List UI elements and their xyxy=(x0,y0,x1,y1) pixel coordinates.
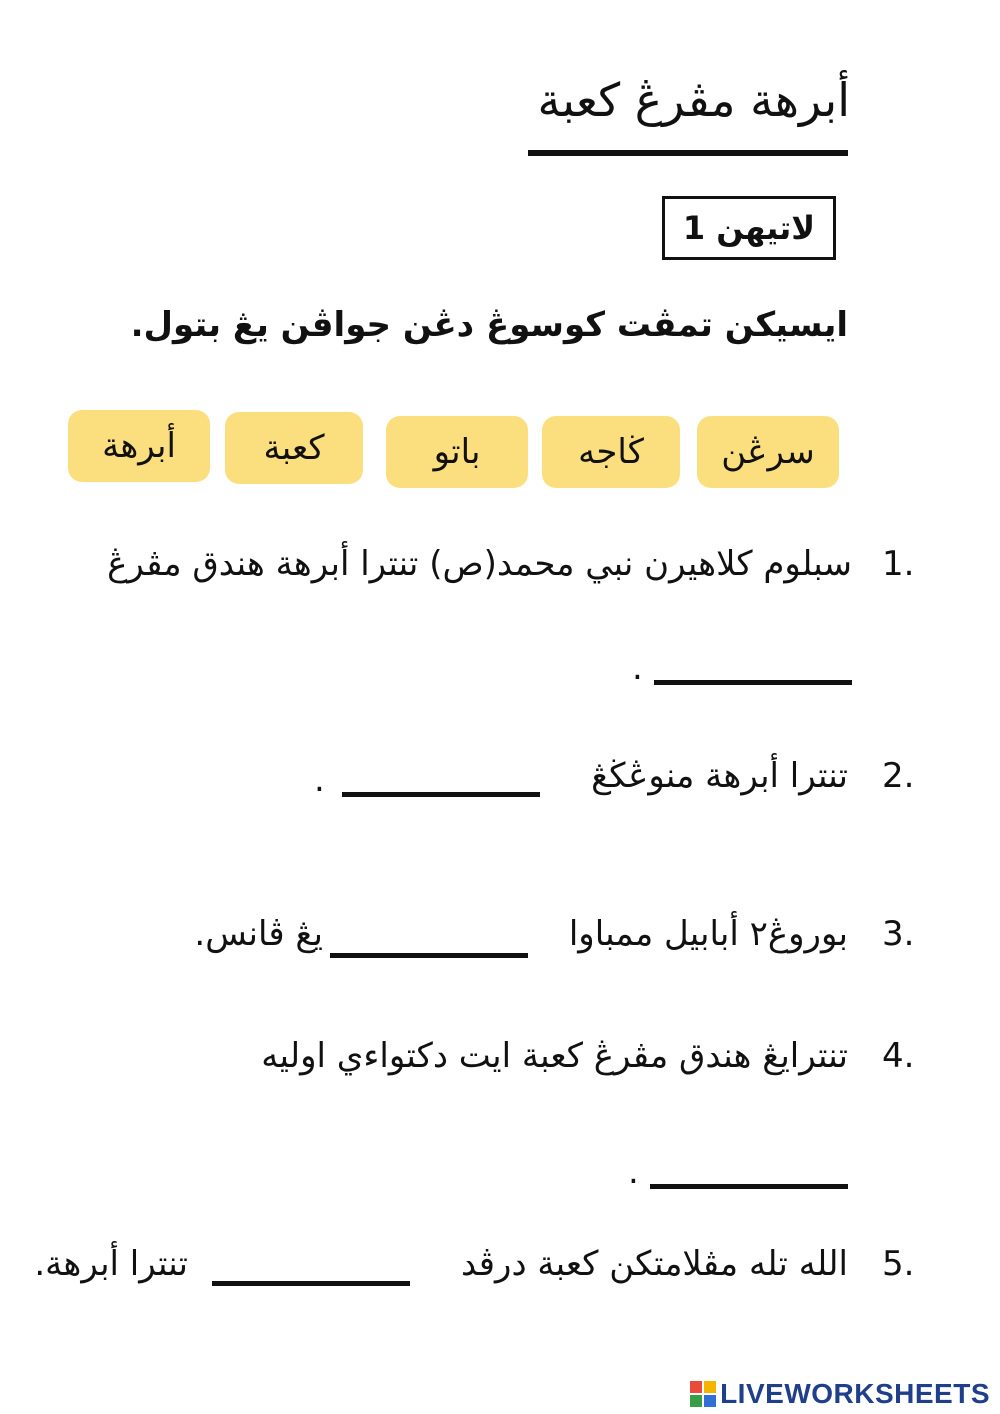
answer-blank[interactable] xyxy=(330,953,528,958)
question-number: 4. xyxy=(882,1036,915,1076)
question-text: الله تله مڤلامتكن كعبة درڤد xyxy=(460,1244,848,1284)
liveworksheets-logo xyxy=(690,1378,990,1410)
question-text: بوروڠ٢ أبابيل ممباوا xyxy=(568,914,848,954)
question-text: سبلوم كلاهيرن نبي محمد(ص) تنترا أبرهة هندق مڤرڠ xyxy=(107,544,852,584)
question-end-text: . xyxy=(632,648,643,688)
question-number: 2. xyxy=(882,756,915,796)
question-text: تنترا أبرهة منوڠڬڠ xyxy=(591,756,848,796)
answer-blank[interactable] xyxy=(342,792,540,797)
logo-square xyxy=(690,1395,702,1407)
word-chip-kaabah[interactable]: كعبة xyxy=(225,412,363,484)
question-number: 3. xyxy=(882,914,915,954)
question-end-text: . xyxy=(628,1152,639,1192)
answer-blank[interactable] xyxy=(212,1281,410,1286)
logo-icon xyxy=(690,1381,716,1407)
word-chip-gajah[interactable]: ڬاجه xyxy=(542,416,680,488)
word-chip-seragan[interactable]: سرڠن xyxy=(697,416,839,488)
logo-text: LIVEWORKSHEETS xyxy=(720,1378,990,1409)
question-text: تنترايڠ هندق مڤرڠ كعبة ايت دكتواءي اوليه xyxy=(261,1036,848,1076)
word-chip-batu[interactable]: باتو xyxy=(386,416,528,488)
question-end-text: . xyxy=(314,760,325,800)
title-underline xyxy=(528,150,848,156)
instruction-text: ايسيكن تمڤت كوسوڠ دڠن جواڤن يڠ بتول. xyxy=(130,305,848,345)
question-number: 1. xyxy=(882,544,915,584)
question-end-text: تنترا أبرهة. xyxy=(34,1244,188,1284)
page-title: أبرهة مڤرڠ كعبة xyxy=(537,73,850,127)
word-chip-abrahah[interactable]: أبرهة xyxy=(68,410,210,482)
question-number: 5. xyxy=(882,1244,915,1284)
answer-blank[interactable] xyxy=(654,680,852,685)
logo-square xyxy=(690,1381,702,1393)
logo-square xyxy=(704,1395,716,1407)
answer-blank[interactable] xyxy=(650,1184,848,1189)
exercise-label: لاتيهن 1 xyxy=(662,196,836,260)
question-end-text: يڠ ڤانس. xyxy=(194,914,323,954)
logo-square xyxy=(704,1381,716,1393)
